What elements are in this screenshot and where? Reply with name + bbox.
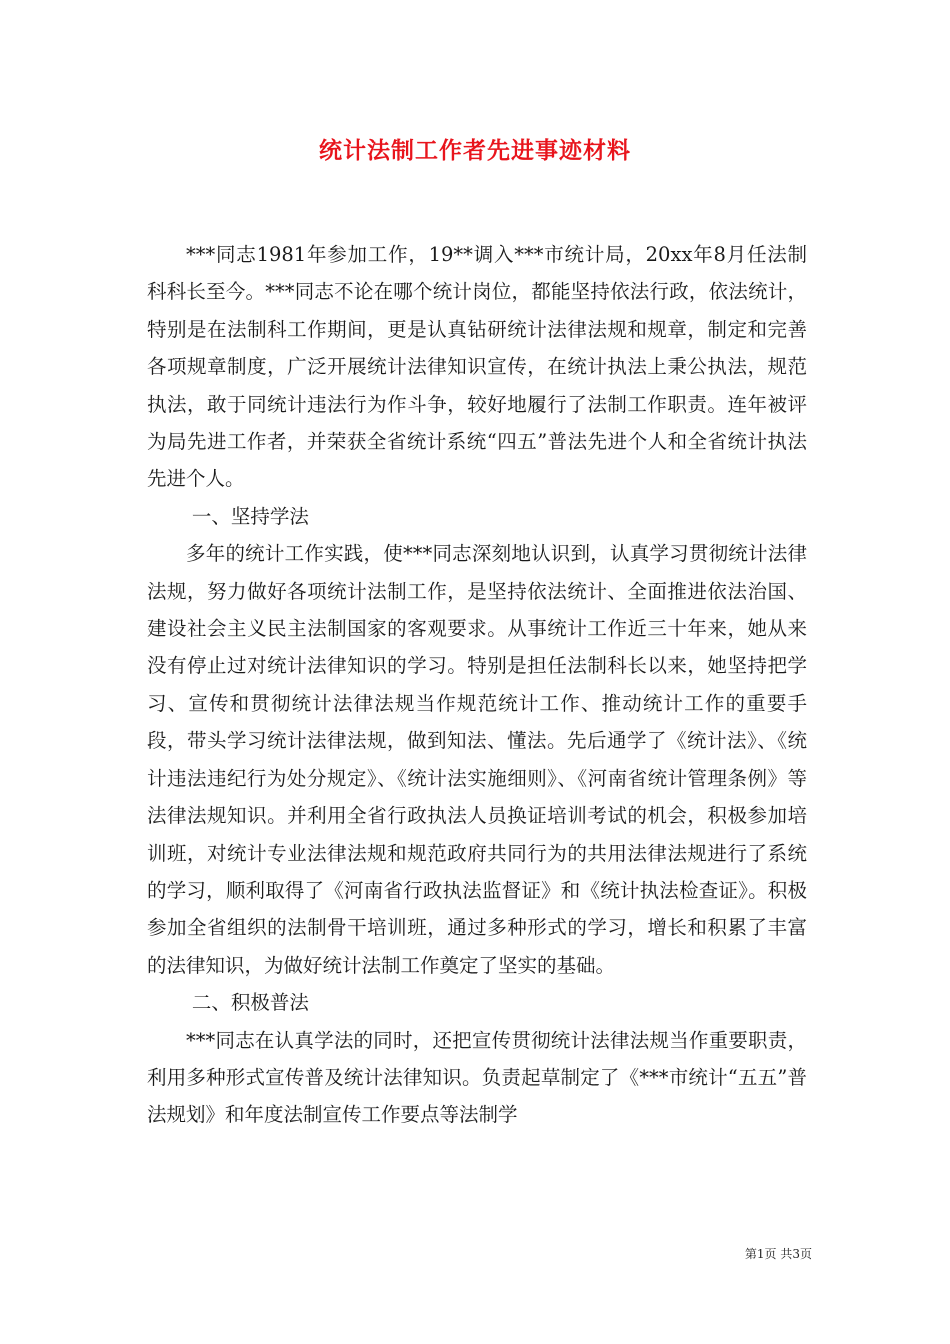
section-heading-2: 二、积极普法 <box>191 991 309 1015</box>
paragraph-intro: ***同志1981年参加工作，19**调入***市统计局，20xx年8月任法制科科长至今。***同志不论在哪个统计岗位，都能坚持依法行政，依法统计，特别是在法制科工作期间，更是认真钻研统计法律法规和规章，制定和完善各项规章制度，广泛开展统计法律知识宣传，在统计执法上秉公执法，规范执法，敢于同统计违法行为作斗争，较好地履行了法制工作职责。连年被评为局先进工作者，并荣获全省统计系统“四五”普法先进个人和全省统计执法先进个人。 <box>147 243 807 491</box>
paragraph-study-law: 多年的统计工作实践，使***同志深刻地认识到，认真学习贯彻统计法律法规，努力做好各项统计法制工作，是坚持依法统计、全面推进依法治国、建设社会主义民主法制国家的客观要求。从事统计工作近三十年来，她从来没有停止过对统计法律知识的学习。特别是担任法制科长以来，她坚持把学习、宣传和贯彻统计法律法规当作规范统计工作、推动统计工作的重要手段，带头学习统计法律法规，做到知法、懂法。先后通学了《统计法》、《统计违法违纪行为处分规定》、《统计法实施细则》、《河南省统计管理条例》等法律法规知识。并利用全省行政执法人员换证培训考试的机会，积极参加培训班，对统计专业法律法规和规范政府共同行为的共用法律法规进行了系统的学习，顺利取得了《河南省行政执法监督证》和《统计执法检查证》。积极参加全省组织的法制骨干培训班，通过多种形式的学习，增长和积累了丰富的法律知识，为做好统计法制工作奠定了坚实的基础。 <box>147 542 807 977</box>
section-heading-1: 一、坚持学法 <box>191 504 309 528</box>
paragraph-promote-law: ***同志在认真学法的同时，还把宣传贯彻统计法律法规当作重要职责，利用多种形式宣传普及统计法律知识。负责起草制定了《***市统计“五五”普法规划》和年度法制宣传工作要点等法制学 <box>147 1028 807 1127</box>
document-title: 统计法制工作者先进事迹材料 <box>319 137 631 164</box>
document-body <box>147 236 807 1134</box>
page-number: 第1页 共3页 <box>744 1247 812 1261</box>
